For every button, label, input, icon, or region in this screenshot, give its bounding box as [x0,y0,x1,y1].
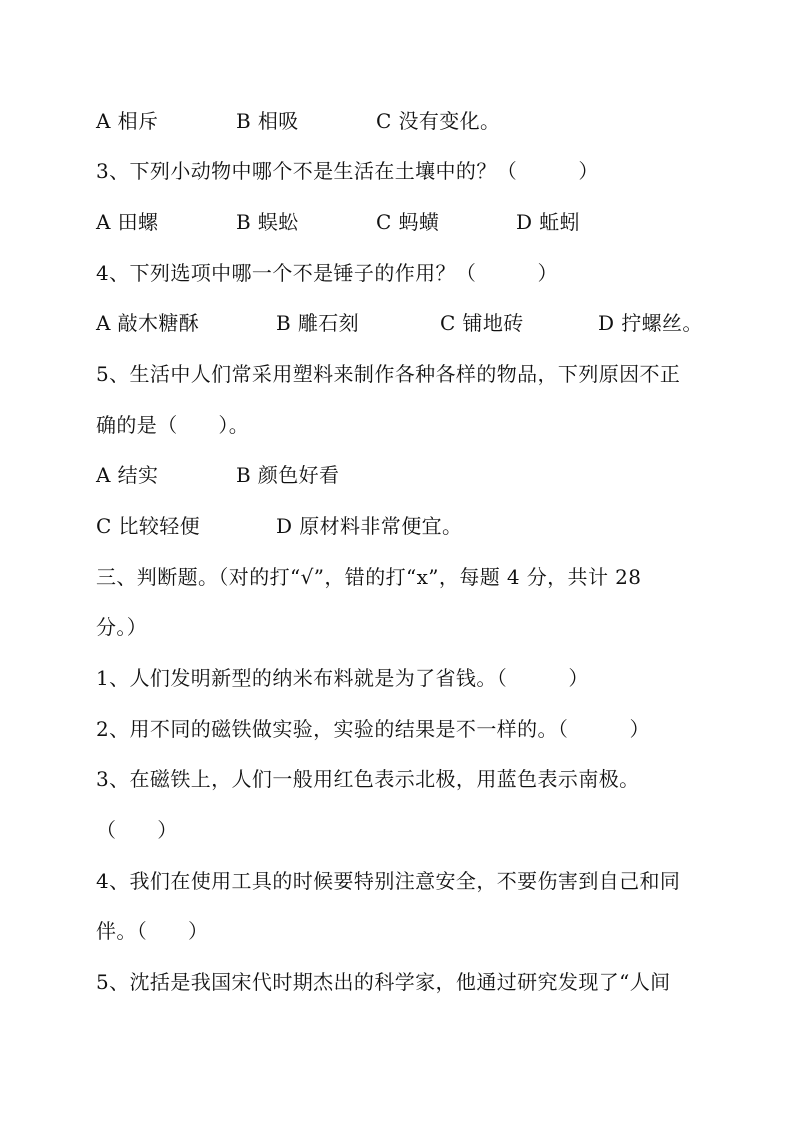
q2-option-c: C 没有变化。 [376,109,501,133]
judge-item-3-blank: （ ） [96,818,178,842]
q4-option-b: B 雕石刻 [276,311,360,335]
q3-option-b: B 蜈蚣 [236,210,299,234]
q3-option-a: A 田螺 [96,210,159,234]
q5-option-d: D 原材料非常便宜。 [276,514,463,538]
q3-stem: 3、下列小动物中哪个不是生活在土壤中的？（ ） [96,159,599,183]
judge-item-1: 1、人们发明新型的纳米布料就是为了省钱。（ ） [96,666,589,690]
q4-option-a: A 敲木糖酥 [96,311,200,335]
q4-option-d: D 拧螺丝。 [598,311,703,335]
q2-option-a: A 相斥 [96,109,159,133]
judge-item-3: 3、在磁铁上，人们一般用红色表示北极，用蓝色表示南极。 [96,767,640,791]
judge-item-2: 2、用不同的磁铁做实验，实验的结果是不一样的。（ ） [96,717,650,741]
q3-option-d: D 蚯蚓 [516,210,580,234]
judge-item-4-line-1: 4、我们在使用工具的时候要特别注意安全，不要伤害到自己和同 [96,869,681,893]
q4-stem: 4、下列选项中哪一个不是锤子的作用？（ ） [96,261,558,285]
q4-option-c: C 铺地砖 [440,311,524,335]
q2-option-b: B 相吸 [236,109,299,133]
q5-option-b: B 颜色好看 [236,463,340,487]
judge-item-5-line-1: 5、沈括是我国宋代时期杰出的科学家，他通过研究发现了“人间 [96,970,671,994]
judge-item-4-line-2: 伴。（ ） [96,919,209,943]
q3-option-c: C 蚂蟥 [376,210,440,234]
q5-stem-line-1: 5、生活中人们常采用塑料来制作各种各样的物品，下列原因不正 [96,362,681,386]
q5-option-a: A 结实 [96,463,159,487]
section-3-heading-line-1: 三、判断题。（对的打“√”，错的打“x”，每题 4 分，共计 28 [96,565,642,589]
q5-stem-line-2: 确的是（ ）。 [96,413,250,437]
section-3-heading-line-2: 分。） [96,615,148,639]
q5-option-c: C 比较轻便 [96,514,201,538]
